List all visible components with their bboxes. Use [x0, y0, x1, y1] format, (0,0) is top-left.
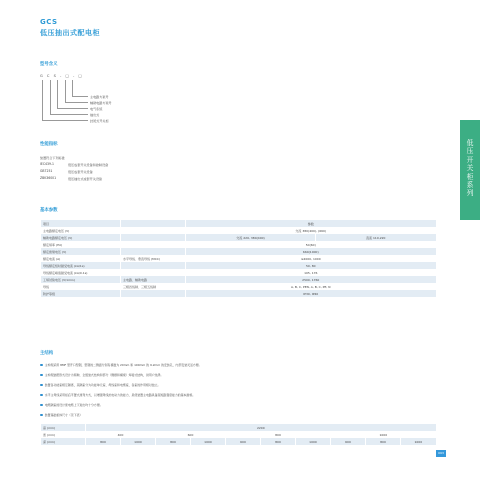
dim-label: 高 (mm)	[41, 424, 86, 431]
param-value: 105, 176	[186, 269, 436, 276]
table-row	[41, 234, 436, 241]
bullet-dot-icon	[40, 364, 43, 367]
table-row	[41, 248, 436, 255]
dim-cell: 400	[86, 431, 156, 438]
structure-bullet: 装置基础柜体尺寸（见下表）	[40, 413, 82, 417]
bullet-dot-icon	[40, 374, 43, 377]
table-row	[41, 220, 436, 227]
dim-cell: 600	[226, 438, 261, 445]
param-sub: 水平母线、垂直母线 (MCC)	[121, 255, 186, 262]
table-row	[41, 424, 436, 431]
dim-label: 宽 (mm)	[41, 431, 86, 438]
param-sub	[121, 269, 186, 276]
dim-cell: 1000	[191, 438, 226, 445]
param-sub: 三相四线制、三相五线制	[121, 283, 186, 290]
params-heading: 基本参数	[40, 208, 58, 213]
param-sub	[121, 220, 186, 227]
param-value: 交流 220, 380(400)	[186, 234, 316, 241]
dim-cell: 1000	[121, 438, 156, 445]
param-label: 防护等级	[41, 290, 121, 297]
dim-cell: 1000	[296, 438, 331, 445]
table-row	[41, 438, 436, 445]
table-row	[41, 255, 436, 262]
standard-code: IEC439-1	[40, 162, 55, 166]
structure-heading: 主结构	[40, 351, 54, 356]
dim-cell: 800	[86, 438, 121, 445]
table-row	[41, 290, 436, 297]
model-legend-3: 电气系统	[90, 107, 103, 111]
bullet-dot-icon	[40, 404, 43, 407]
dim-cell: 1000	[331, 431, 436, 438]
dims-table	[40, 424, 436, 445]
param-value: 参数	[186, 220, 436, 227]
param-sub: 主电路、辅助电路	[121, 276, 186, 283]
dim-cell: 1000	[401, 438, 436, 445]
dim-cell: 800	[156, 438, 191, 445]
table-row	[41, 227, 436, 234]
param-label: 额定频率 (Hz)	[41, 241, 121, 248]
model-legend-5: 封闭式开关柜	[90, 119, 109, 123]
param-sub	[121, 248, 186, 255]
model-heading: 型号含义	[40, 62, 58, 67]
dim-cell: 800	[261, 438, 296, 445]
model-legend-1: 主电路方案号	[90, 95, 109, 99]
standards-heading: 性能指标	[40, 142, 58, 147]
model-legend-4: 抽出式	[90, 113, 100, 117]
standards-intro: 装置符合下列标准	[40, 156, 65, 160]
standard-code: GB7251	[40, 169, 53, 173]
param-label: 母线额定短时耐受电流 (kA/1s)	[41, 262, 121, 269]
bullet-dot-icon	[40, 414, 43, 417]
param-label: 母线	[41, 283, 121, 290]
param-label: 母线额定峰值耐受电流 (kA/0.1s)	[41, 269, 121, 276]
structure-bullet: 主构架采用 8MF 型开口型钢，型钢的二侧面分别有模数为 20mm 和 100mm 的 9.2mm 的安装孔，内部安装灵活方便。	[40, 363, 202, 367]
param-value-dc: 直流 110,220	[316, 234, 436, 241]
standard-name: 低压成套开关设备	[68, 170, 93, 174]
dim-cell: 800	[366, 438, 401, 445]
structure-bullet: 主构架装配形式设计为两种，全组装式结构和部分（侧框和横梁）焊接式结构，供用户选择。	[40, 373, 163, 377]
param-label: 额定绝缘电压 (V)	[41, 248, 121, 255]
param-value: A, B, C, PEN, A, B, C, PE, N	[186, 283, 436, 290]
param-value: 50(60)	[186, 241, 436, 248]
dim-cell: 800	[226, 431, 331, 438]
param-sub	[121, 262, 186, 269]
params-table	[40, 220, 436, 297]
param-sub	[121, 290, 186, 297]
param-value: 660(1000)	[186, 248, 436, 255]
param-label: 工频试验电压 (V/1min)	[41, 276, 121, 283]
param-value: ≤4000, 1000	[186, 255, 436, 262]
table-row	[41, 241, 436, 248]
param-value: 2500, 1760	[186, 276, 436, 283]
structure-bullet: 装置各功能室相互隔离，其隔室分为功能单元室、母线室和电缆室，各室的作用相对独立。	[40, 383, 160, 387]
standard-name: 低压抽出式成套开关设备	[68, 177, 103, 181]
param-label: 额定电流 (A)	[41, 255, 121, 262]
title-line-2: 低压抽出式配电柜	[40, 29, 100, 37]
dim-cell: 2200	[86, 424, 436, 431]
param-value: 交流 380(400), (660)	[186, 227, 436, 234]
bullet-dot-icon	[40, 394, 43, 397]
page-number: 093	[436, 450, 446, 457]
table-row	[41, 431, 436, 438]
structure-bullet: 电缆隔室的设计使电缆上下进出均十分方便。	[40, 403, 103, 407]
dim-cell: 600	[331, 438, 366, 445]
param-value: 50, 80	[186, 262, 436, 269]
param-label: 辅助电路额定电压 (V)	[41, 234, 121, 241]
param-sub	[121, 234, 186, 241]
title-line-1: GCS	[40, 18, 58, 26]
table-row	[41, 262, 436, 269]
param-sub	[121, 227, 186, 234]
standard-code: ZBK36001	[40, 176, 57, 180]
model-code: G C S - □ - □	[40, 74, 84, 78]
table-row	[41, 269, 436, 276]
table-row	[41, 276, 436, 283]
param-value: IP30, IP40	[186, 290, 436, 297]
structure-bullet: 水平主母线采用柜后平置式排列方式，以增强母线抗电动力的能力，是使装置主电路具备高短路强度能力的基本措施。	[40, 393, 195, 397]
param-sub	[121, 241, 186, 248]
model-legend-2: 辅助电路方案号	[90, 101, 112, 105]
param-label: 主电路额定电压 (V)	[41, 227, 121, 234]
param-label: 项目	[41, 220, 121, 227]
standard-name: 低压成套开关设备和控制设备	[68, 163, 109, 167]
series-side-label: 低压开关柜系列	[466, 139, 474, 198]
table-row	[41, 283, 436, 290]
bullet-dot-icon	[40, 384, 43, 387]
dim-label: 深 (mm)	[41, 438, 86, 445]
dim-cell: 600	[156, 431, 226, 438]
